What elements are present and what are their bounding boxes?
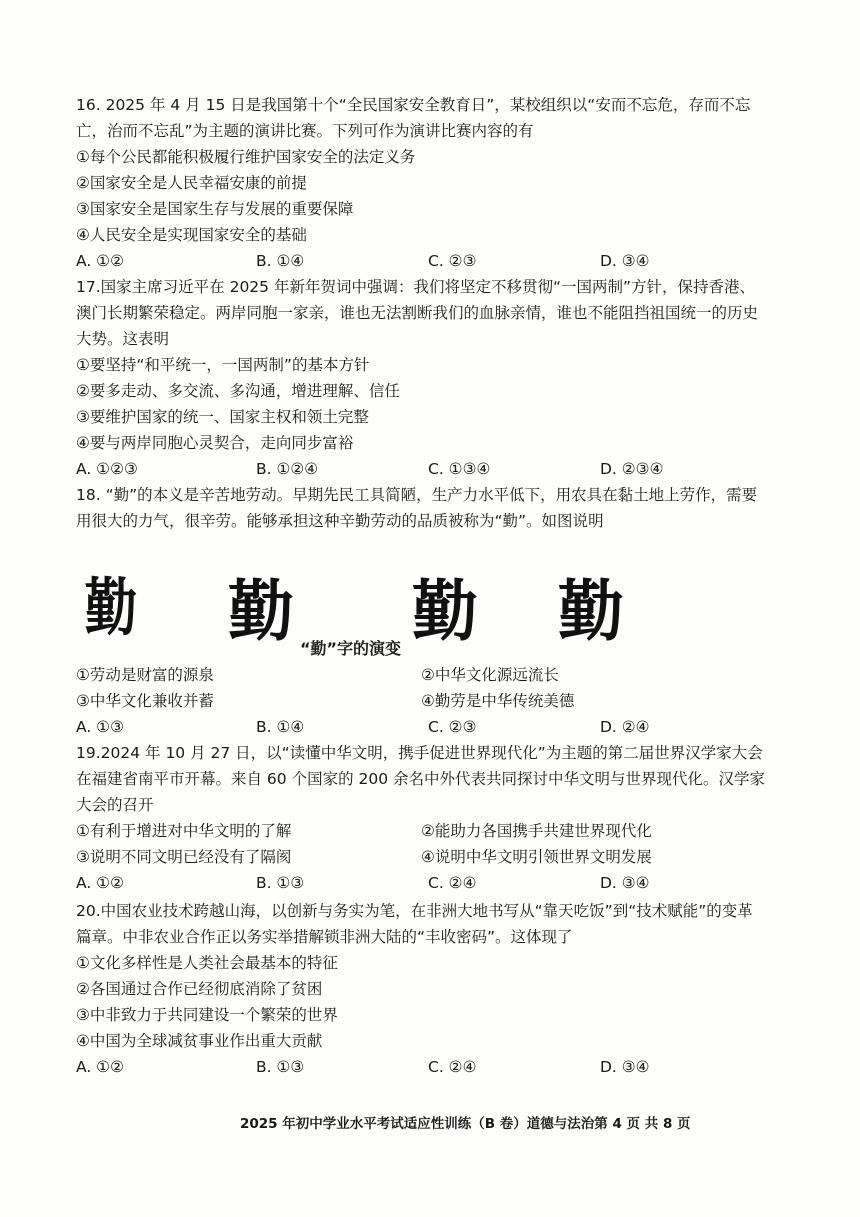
statement-row: [76, 688, 766, 714]
choice-d: D. ③④: [600, 1058, 650, 1076]
choice-a: A. ①②: [76, 1058, 124, 1076]
question-18: [76, 482, 766, 534]
statement-2: ②国家安全是人民幸福安康的前提: [76, 174, 307, 192]
choice-c: C. ②④: [428, 874, 477, 892]
choice-a: A. ①②: [76, 252, 124, 270]
question-stem: 16. 2025 年 4 月 15 日是我国第十个“全民国家安全教育日”，某校组织以“安而不忘危，存而不忘亡，治而不忘乱”为主题的演讲比赛。下列可作为演讲比赛内容的有: [76, 96, 751, 140]
statement-3: ③国家安全是国家生存与发展的重要保障: [76, 200, 354, 218]
choice-d: D. ②③④: [600, 460, 664, 478]
question-18-options: [76, 662, 766, 740]
statement-3: ③中非致力于共同建设一个繁荣的世界: [76, 1006, 338, 1024]
statement-2: ②中华文化源远流长: [421, 666, 559, 684]
statement-1: ①劳动是财富的源泉: [76, 666, 214, 684]
question-stem: 18. “勤”的本义是辛苦地劳动。早期先民工具简陋，生产力水平低下，用农具在黏土地上劳作，需要用很大的力气，很辛劳。能够承担这种辛勤劳动的品质被称为“勤”。如图说明: [76, 486, 758, 530]
statement-4: ④说明中华文明引领世界文明发展: [421, 848, 652, 866]
choice-d: D. ③④: [600, 252, 650, 270]
statement-1: ①每个公民都能积极履行维护国家安全的法定义务: [76, 148, 416, 166]
statement-row: [76, 662, 766, 688]
statement-3: ③说明不同文明已经没有了隔阂: [76, 848, 292, 866]
question-19: [76, 740, 766, 896]
statement-2: ②各国通过合作已经彻底消除了贫困: [76, 980, 323, 998]
figure-caption: “勤”字的演变: [300, 639, 402, 658]
answer-choices: [76, 714, 766, 740]
statement-4: ④人民安全是实现国家安全的基础: [76, 226, 307, 244]
statement-1: ①文化多样性是人类社会最基本的特征: [76, 954, 338, 972]
ancient-glyph-1: 勤: [84, 571, 138, 644]
question-stem: 20.中国农业技术跨越山海，以创新与务实为笔，在非洲大地书写从“靠天吃饭”到“技术赋能”的变革篇章。中非农业合作正以务实举措解锁非洲大陆的“丰收密码”。这体现了: [76, 902, 753, 946]
statement-4: ④中国为全球减贫事业作出重大贡献: [76, 1032, 323, 1050]
answer-choices: [76, 456, 766, 482]
statement-3: ③要维护国家的统一、国家主权和领土完整: [76, 408, 369, 426]
question-17: [76, 274, 766, 482]
answer-choices: [76, 1054, 766, 1080]
ancient-glyph-4: 勤: [558, 572, 624, 650]
choice-a: A. ①②: [76, 874, 124, 892]
statement-4: ④要与两岸同胞心灵契合，走向同步富裕: [76, 434, 354, 452]
answer-choices: [76, 870, 766, 896]
question-16: [76, 92, 766, 274]
choice-c: C. ②③: [428, 252, 477, 270]
choice-b: B. ①③: [256, 1058, 305, 1076]
choice-c: C. ①③④: [428, 460, 491, 478]
question-stem: 17.国家主席习近平在 2025 年新年贺词中强调：我们将坚定不移贯彻“一国两制”方针，保持香港、澳门长期繁荣稳定。两岸同胞一家亲，谁也无法割断我们的血脉亲情，谁也不能阻挡祖国统一的历史大势。这表明: [76, 278, 759, 348]
choice-d: D. ②④: [600, 718, 650, 736]
choice-b: B. ①④: [256, 718, 305, 736]
statement-3: ③中华文化兼收并蓄: [76, 692, 214, 710]
statement-1: ①有利于增进对中华文明的了解: [76, 822, 292, 840]
choice-c: C. ②③: [428, 718, 477, 736]
page-footer: 2025 年初中学业水平考试适应性训练（B 卷）道德与法治第 4 页 共 8 页: [240, 1116, 691, 1132]
answer-choices: [76, 248, 766, 274]
choice-b: B. ①④: [256, 252, 305, 270]
choice-b: B. ①②④: [256, 460, 319, 478]
choice-a: A. ①③: [76, 718, 124, 736]
ancient-glyph-2: 勤: [228, 572, 294, 650]
question-stem: 19.2024 年 10 月 27 日，以“读懂中华文明，携手促进世界现代化”为主题的第二届世界汉学家大会在福建省南平市开幕。来自 60 个国家的 200 余名中外代表共同探讨中华文明与世界现代化。汉学家大会的召开: [76, 744, 766, 814]
statement-2: ②能助力各国携手共建世界现代化: [421, 822, 652, 840]
ancient-glyph-3: 勤: [412, 572, 478, 650]
choice-b: B. ①③: [256, 874, 305, 892]
statement-row: [76, 818, 766, 844]
statement-1: ①要坚持“和平统一，一国两制”的基本方针: [76, 356, 370, 374]
question-20: [76, 898, 766, 1080]
statement-2: ②要多走动、多交流、多沟通，增进理解、信任: [76, 382, 400, 400]
choice-a: A. ①②③: [76, 460, 138, 478]
choice-c: C. ②④: [428, 1058, 477, 1076]
statement-4: ④勤劳是中华传统美德: [421, 692, 575, 710]
choice-d: D. ③④: [600, 874, 650, 892]
statement-row: [76, 844, 766, 870]
